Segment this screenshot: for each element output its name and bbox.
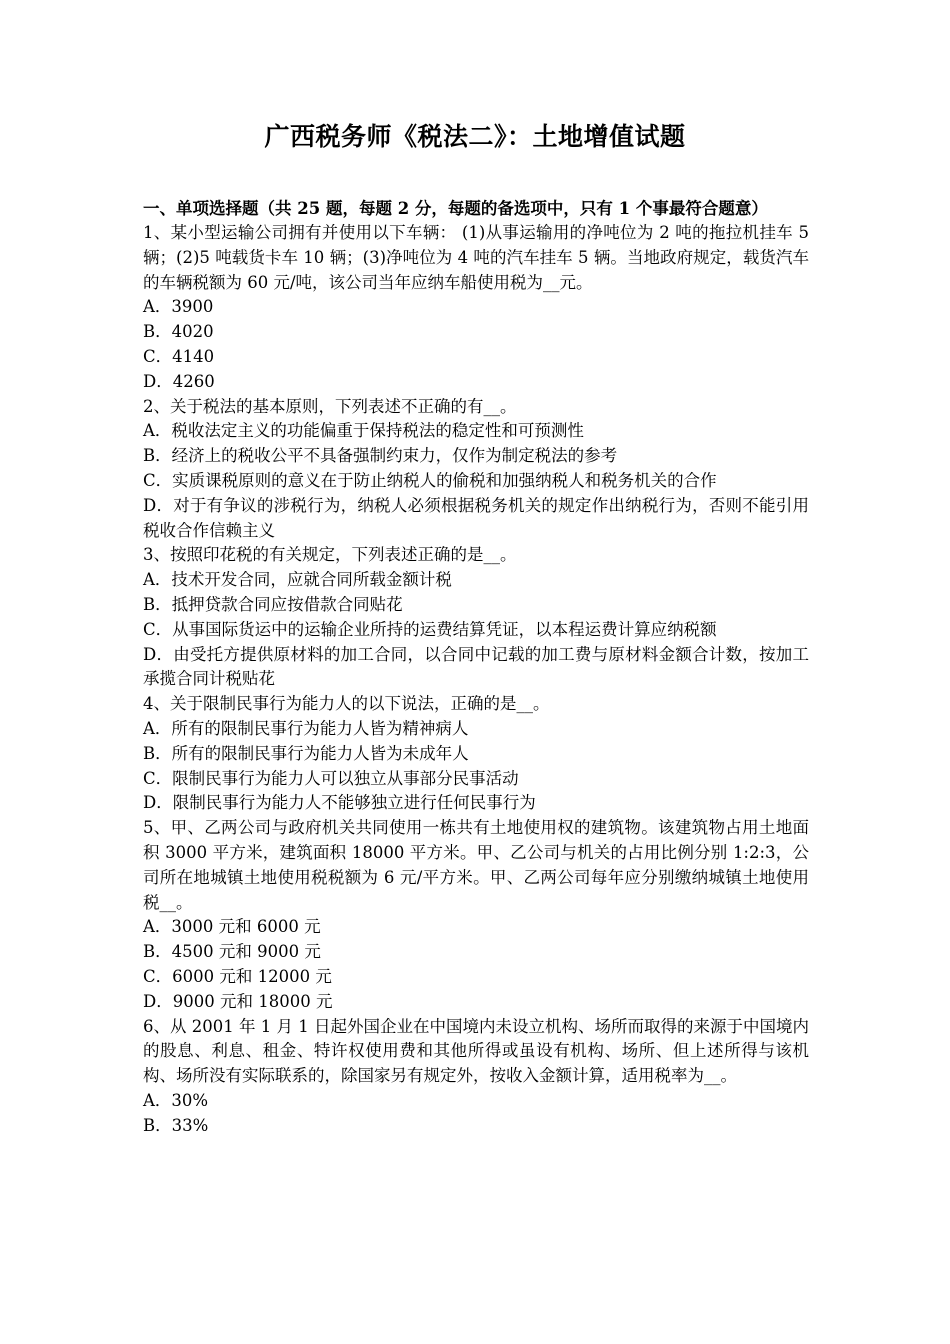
option-a: A．所有的限制民事行为能力人皆为精神病人 <box>143 718 469 738</box>
question-stem: 5、甲、乙两公司与政府机关共同使用一栋共有土地使用权的建筑物。该建筑物占用土地面积 3000 平方米，建筑面积 18000 平方米。甲、乙公司与机关的占用比例分别 1:2:3，公司所在地城镇土地使用税税额为 6 元/平方米。甲、乙两公司每年应分别缴纳城镇土地使用税__。 <box>143 818 809 912</box>
option-d: D．4260 <box>143 371 215 391</box>
question-stem: 1、某小型运输公司拥有并使用以下车辆： (1)从事运输用的净吨位为 2 吨的拖拉机挂车 5 辆；(2)5 吨载货卡车 10 辆；(3)净吨位为 4 吨的汽车挂车 5 辆。当地政府规定，载货汽车的车辆税额为 60 元/吨，该公司当年应纳车船使用税为__元。 <box>143 223 809 292</box>
option-d: D．对于有争议的涉税行为，纳税人必须根据税务机关的规定作出纳税行为，否则不能引用税收合作信赖主义 <box>143 495 809 540</box>
section-heading: 一、单项选择题（共 25 题，每题 2 分，每题的备选项中，只有 1 个事最符合题意） <box>143 199 768 218</box>
question-4 <box>143 692 809 816</box>
question-stem: 2、关于税法的基本原则，下列表述不正确的有__。 <box>143 396 517 416</box>
option-c: C．限制民事行为能力人可以独立从事部分民事活动 <box>143 768 519 788</box>
option-c: C．4140 <box>143 346 215 366</box>
question-1 <box>143 221 809 395</box>
document-title: 广西税务师《税法二》：土地增值试题 <box>264 122 686 151</box>
question-2 <box>143 395 809 544</box>
question-stem: 3、按照印花税的有关规定，下列表述正确的是__。 <box>143 545 517 565</box>
option-a: A．税收法定主义的功能偏重于保持税法的稳定性和可预测性 <box>143 421 584 441</box>
option-c: C．6000 元和 12000 元 <box>143 966 332 986</box>
option-a: A．3000 元和 6000 元 <box>143 917 321 937</box>
option-c: C．从事国际货运中的运输企业所持的运费结算凭证，以本程运费计算应纳税额 <box>143 619 717 639</box>
question-stem: 6、从 2001 年 1 月 1 日起外国企业在中国境内未设立机构、场所而取得的来源于中国境内的股息、利息、租金、特许权使用费和其他所得或虽设有机构、场所、但上述所得与该机构、场所没有实际联系的，除国家另有规定外，按收入金额计算，适用税率为__。 <box>143 1016 809 1086</box>
question-stem: 4、关于限制民事行为能力人的以下说法，正确的是__。 <box>143 694 550 714</box>
option-d: D．由受托方提供原材料的加工合同，以合同中记载的加工费与原材料金额合计数，按加工承揽合同计税贴花 <box>143 644 809 689</box>
option-b: B．4500 元和 9000 元 <box>143 942 321 962</box>
option-b: B．所有的限制民事行为能力人皆为未成年人 <box>143 743 469 763</box>
option-d: D．限制民事行为能力人不能够独立进行任何民事行为 <box>143 793 536 813</box>
question-5 <box>143 816 809 1014</box>
question-6 <box>143 1015 809 1139</box>
document-body <box>143 196 809 1138</box>
option-b: B．33% <box>143 1115 209 1135</box>
option-a: A．3900 <box>143 297 214 317</box>
option-c: C．实质课税原则的意义在于防止纳税人的偷税和加强纳税人和税务机关的合作 <box>143 470 717 490</box>
question-3 <box>143 543 809 692</box>
option-d: D．9000 元和 18000 元 <box>143 991 333 1011</box>
option-a: A．30% <box>143 1090 209 1110</box>
option-b: B．抵押贷款合同应按借款合同贴花 <box>143 594 403 614</box>
option-b: B．4020 <box>143 322 214 342</box>
option-b: B．经济上的税收公平不具备强制约束力，仅作为制定税法的参考 <box>143 446 618 466</box>
option-a: A．技术开发合同，应就合同所载金额计税 <box>143 570 452 590</box>
